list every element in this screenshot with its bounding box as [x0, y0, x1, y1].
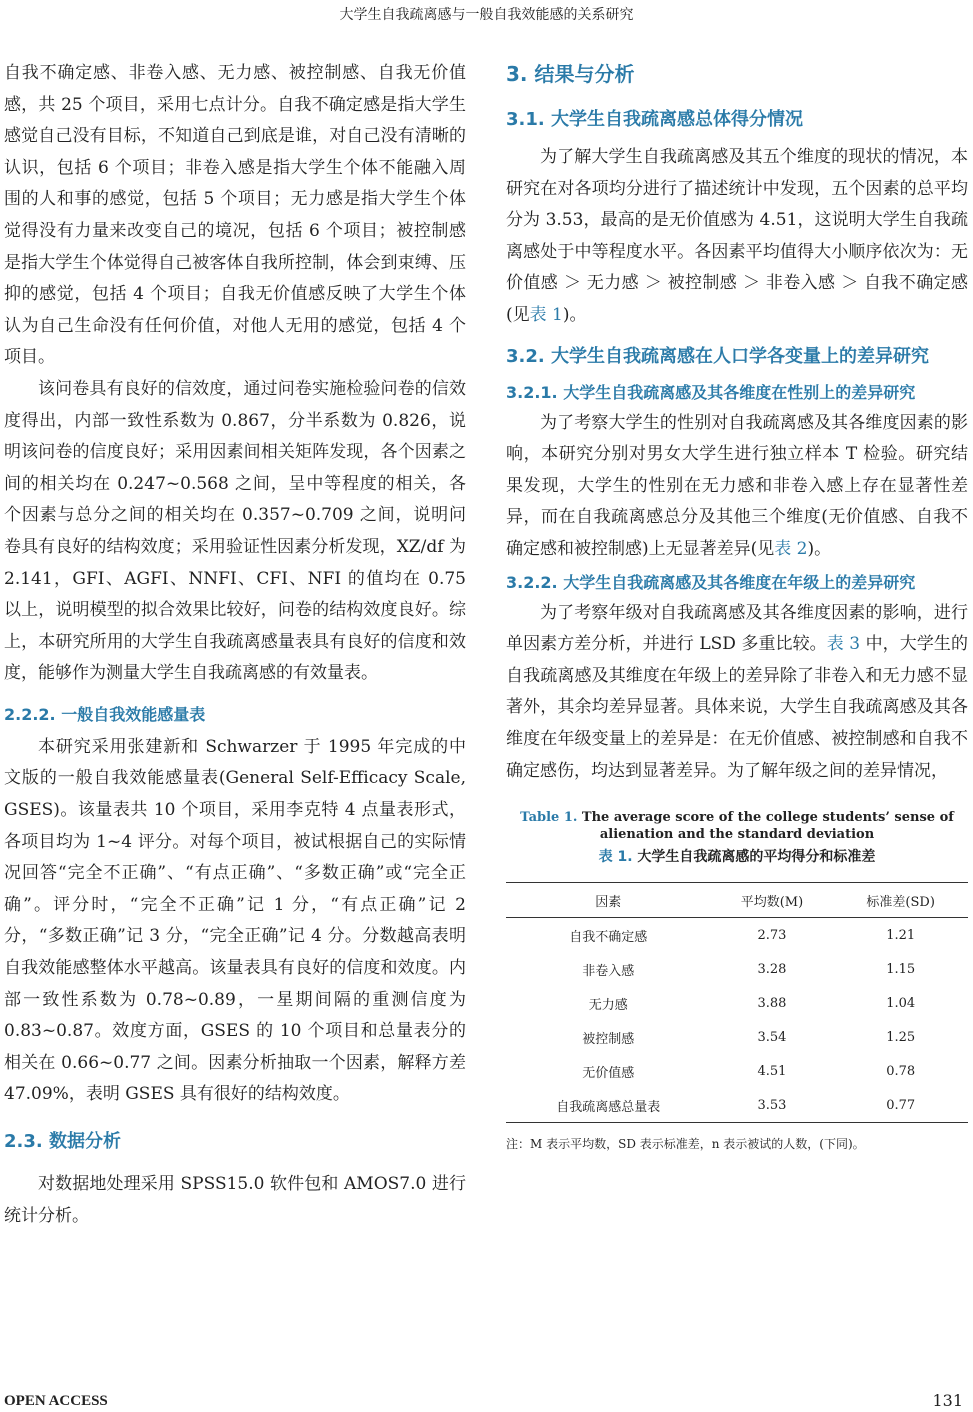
section-heading-3-2: 3.2. 大学生自我疏离感在人口学各变量上的差异研究: [506, 345, 929, 367]
section-heading-2-2-2: 2.2.2. 一般自我效能感量表: [4, 704, 206, 724]
table-row: [506, 1054, 968, 1088]
table-row: [506, 986, 968, 1020]
section-heading-3-2-2: 3.2.2. 大学生自我疏离感及其各维度在年级上的差异研究: [506, 572, 916, 592]
table-row: [506, 918, 968, 953]
table-cell: 自我疏离感总量表: [556, 1099, 661, 1115]
table-cell: 1.21: [886, 927, 916, 943]
table-cell: 无力感: [588, 997, 628, 1013]
table-cell: 1.04: [886, 995, 916, 1011]
table-cell: 3.28: [757, 961, 787, 977]
table-2-link[interactable]: 表 2: [774, 538, 808, 559]
paragraph: 自我不确定感、非卷入感、无力感、被控制感、自我无价值感，共 25 个项目，采用七点计分。自我不确定感是指大学生感觉自己没有目标，不知道自己到底是谁，对自己没有清晰的认识，包括 6 个项目；非卷入感是指大学生个体不能融入周围的人和事的感觉，包括 5 个项目；无力感是指大学生个体觉得没有力量来改变自己的境况，包括 6 个项目；被控制感是指大学生个体觉得自己被客体自我所控制，体会到束缚、压抑的感觉，包括 4 个项目；自我无价值感反映了大学生个体认为自己生命没有任何价值，对他人无用的感觉，包括 4 个项目。: [4, 63, 466, 368]
section-heading-2-3: 2.3. 数据分析: [4, 1131, 121, 1152]
table-cell: 2.73: [757, 927, 787, 943]
section-heading-3: 3. 结果与分析: [506, 62, 635, 86]
table-row: [506, 1088, 968, 1123]
table-cell: 1.25: [886, 1029, 916, 1045]
data-table: [506, 882, 968, 1123]
table-3-link[interactable]: 表 3: [826, 634, 861, 655]
table-header-row: [506, 883, 968, 918]
table-cell: 3.54: [757, 1029, 787, 1045]
page-number: 131: [932, 1391, 963, 1410]
paragraph: 为了解大学生自我疏离感及其五个维度的现状的情况，本研究在对各项均分进行了描述统计中发现，五个因素的总平均分为 3.53，最高的是无价值感为 4.51，这说明大学生自我疏离感处于中等程度水平。各因素平均值得大小顺序依次为：无价值感 ＞ 无力感 ＞ 被控制感 ＞ 非卷入感 ＞ 自我不确定感(见表 1)。: [506, 147, 968, 325]
left-column: [4, 58, 466, 1232]
table-cell: 自我不确定感: [569, 929, 648, 945]
table-caption-zh: 表 1. 大学生自我疏离感的平均得分和标准差: [598, 849, 876, 866]
table-row: [506, 952, 968, 986]
section-heading-3-2-1: 3.2.1. 大学生自我疏离感及其各维度在性别上的差异研究: [506, 382, 916, 402]
table-cell: 被控制感: [582, 1031, 635, 1047]
table-cell: 0.77: [886, 1097, 916, 1113]
paragraph: 本研究采用张建新和 Schwarzer 于 1995 年完成的中文版的一般自我效能感量表(General Self-Efficacy Scale, GSES)。该量表共 10 个项目，采用李克特 4 点量表形式，各项目均为 1~4 评分。对每个项目，被试根据自己的实际情况回答“完全不正确”、“有点正确”、“多数正确”或“完全正确”。评分时，“完全不正确”记 1 分，“有点正确”记 2 分，“多数正确”记 3 分，“完全正确”记 4 分。分数越高表明自我效能感整体水平越高。该量表具有良好的信度和效度。内部一致性系数为 0.78~0.89，一星期间隔的重测信度为 0.83~0.87。效度方面，GSES 的 10 个项目和总量表分的相关在 0.66~0.77 之间。因素分析抽取一个因素，解释方差 47.09%，表明 GSES 具有很好的结构效度。: [4, 736, 466, 1105]
section-heading-3-1: 3.1. 大学生自我疏离感总体得分情况: [506, 109, 803, 130]
paragraph: 该问卷具有良好的信效度，通过问卷实施检验问卷的信效度得出，内部一致性系数为 0.867，分半系数为 0.826，说明该问卷的信度良好；采用因素间相关矩阵发现，各个因素之间的相关均在 0.247~0.568 之间，呈中等程度的相关，各个因素与总分之间的相关均在 0.357~0.709 之间，说明问卷具有良好的结构效度；采用验证性因素分析发现，XZ/df 为 2.141，GFI、AGFI、NNFI、CFI、NFI 的值均在 0.75 以上，说明模型的拟合效果比较好，问卷的结构效度良好。综上，本研究所用的大学生自我疏离感量表具有良好的信度和效度，能够作为测量大学生自我疏离感的有效量表。: [4, 378, 466, 684]
paragraph: 为了考察年级对自我疏离感及其各维度因素的影响，进行单因素方差分析，并进行 LSD 多重比较。表 3 中，大学生的自我疏离感及其维度在年级上的差异除了非卷入和无力感不显著外，其余均差异显著。具体来说，大学生自我疏离感及其各维度在年级变量上的差异是：在无价值感、被控制感和自我不确定感伤，均达到显著差异。为了解年级之间的差异情况，: [506, 602, 968, 781]
table-1-link[interactable]: 表 1: [529, 304, 563, 325]
right-column: [506, 58, 968, 1152]
table-caption-en: Table 1. The average score of the college students’ sense of alienation and the standard deviation: [520, 810, 954, 843]
table-cell: 3.88: [757, 995, 787, 1011]
column-header: 平均数(M): [740, 894, 804, 910]
table-cell: 4.51: [757, 1063, 787, 1079]
table-cell: 无价值感: [582, 1065, 635, 1081]
paragraph: 对数据地处理采用 SPSS15.0 软件包和 AMOS7.0 进行统计分析。: [4, 1174, 466, 1226]
table-cell: 非卷入感: [582, 963, 635, 979]
column-header: 标准差(SD): [866, 894, 935, 910]
table-cell: 0.78: [886, 1063, 916, 1079]
paragraph: 为了考察大学生的性别对自我疏离感及其各维度因素的影响，本研究分别对男女大学生进行独立样本 T 检验。研究结果发现，大学生的性别在无力感和非卷入感上存在显著性差异，而在自我疏离感总分及其他三个维度(无价值感、自我不确定感和被控制感)上无显著差异(见表 2)。: [506, 412, 968, 559]
table-cell: 3.53: [757, 1097, 787, 1113]
table-note: 注：M 表示平均数，SD 表示标准差，n 表示被试的人数，(下同)。: [506, 1137, 865, 1152]
column-header: 因素: [595, 894, 622, 910]
table-cell: 1.15: [886, 961, 916, 977]
running-header: 大学生自我疏离感与一般自我效能感的关系研究: [339, 7, 634, 23]
open-access-label: OPEN ACCESS: [4, 1393, 108, 1409]
table-row: [506, 1020, 968, 1054]
